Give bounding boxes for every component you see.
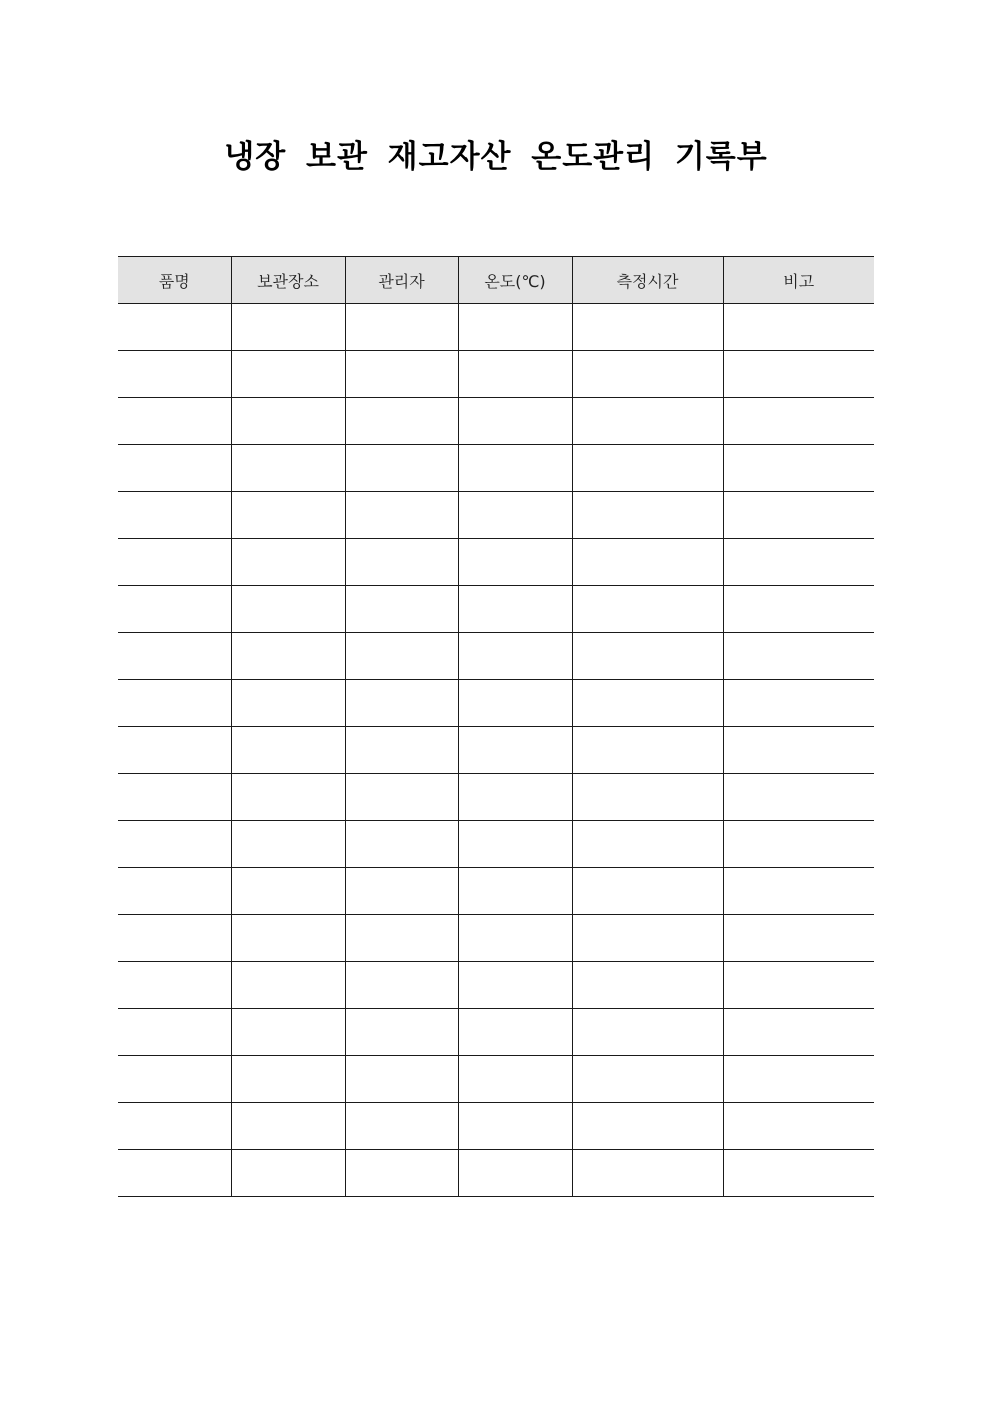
temperature-cell[interactable] xyxy=(458,1103,572,1150)
temperature-cell[interactable] xyxy=(458,868,572,915)
item-name-cell[interactable] xyxy=(118,1009,231,1056)
item-name-cell[interactable] xyxy=(118,1103,231,1150)
table-row xyxy=(118,680,874,727)
remarks-cell[interactable] xyxy=(723,915,874,962)
measurement-time-cell[interactable] xyxy=(572,492,723,539)
manager-cell[interactable] xyxy=(345,398,458,445)
measurement-time-cell[interactable] xyxy=(572,680,723,727)
column-header-manager: 관리자 xyxy=(345,257,458,304)
temperature-cell[interactable] xyxy=(458,821,572,868)
measurement-time-cell[interactable] xyxy=(572,915,723,962)
manager-cell[interactable] xyxy=(345,962,458,1009)
table-row xyxy=(118,304,874,351)
storage-location-cell[interactable] xyxy=(231,351,345,398)
column-header-measurement-time: 측정시간 xyxy=(572,257,723,304)
temperature-cell[interactable] xyxy=(458,680,572,727)
remarks-cell[interactable] xyxy=(723,774,874,821)
table-row xyxy=(118,915,874,962)
temperature-cell[interactable] xyxy=(458,492,572,539)
item-name-cell[interactable] xyxy=(118,821,231,868)
storage-location-cell[interactable] xyxy=(231,1103,345,1150)
table-row xyxy=(118,962,874,1009)
item-name-cell[interactable] xyxy=(118,492,231,539)
item-name-cell[interactable] xyxy=(118,351,231,398)
remarks-cell[interactable] xyxy=(723,680,874,727)
item-name-cell[interactable] xyxy=(118,304,231,351)
column-header-item-name: 품명 xyxy=(118,257,231,304)
remarks-cell[interactable] xyxy=(723,868,874,915)
storage-location-cell[interactable] xyxy=(231,1056,345,1103)
manager-cell[interactable] xyxy=(345,304,458,351)
column-header-temperature: 온도(℃) xyxy=(458,257,572,304)
measurement-time-cell[interactable] xyxy=(572,962,723,1009)
measurement-time-cell[interactable] xyxy=(572,868,723,915)
table-row xyxy=(118,492,874,539)
table-row xyxy=(118,633,874,680)
storage-location-cell[interactable] xyxy=(231,445,345,492)
measurement-time-cell[interactable] xyxy=(572,351,723,398)
table-row xyxy=(118,586,874,633)
storage-location-cell[interactable] xyxy=(231,398,345,445)
storage-location-cell[interactable] xyxy=(231,868,345,915)
table-row xyxy=(118,1009,874,1056)
remarks-cell[interactable] xyxy=(723,539,874,586)
manager-cell[interactable] xyxy=(345,868,458,915)
page-title: 냉장 보관 재고자산 온도관리 기록부 xyxy=(224,139,768,175)
manager-cell[interactable] xyxy=(345,1009,458,1056)
remarks-cell[interactable] xyxy=(723,304,874,351)
temperature-cell[interactable] xyxy=(458,586,572,633)
manager-cell[interactable] xyxy=(345,492,458,539)
item-name-cell[interactable] xyxy=(118,727,231,774)
header-row xyxy=(118,257,874,304)
storage-location-cell[interactable] xyxy=(231,539,345,586)
measurement-time-cell[interactable] xyxy=(572,304,723,351)
table-row xyxy=(118,539,874,586)
temperature-record-table xyxy=(118,256,874,1197)
temperature-cell[interactable] xyxy=(458,539,572,586)
remarks-cell[interactable] xyxy=(723,1103,874,1150)
temperature-cell[interactable] xyxy=(458,633,572,680)
table-row xyxy=(118,868,874,915)
manager-cell[interactable] xyxy=(345,633,458,680)
measurement-time-cell[interactable] xyxy=(572,445,723,492)
remarks-cell[interactable] xyxy=(723,1150,874,1197)
manager-cell[interactable] xyxy=(345,1056,458,1103)
manager-cell[interactable] xyxy=(345,774,458,821)
storage-location-cell[interactable] xyxy=(231,774,345,821)
temperature-cell[interactable] xyxy=(458,915,572,962)
item-name-cell[interactable] xyxy=(118,868,231,915)
measurement-time-cell[interactable] xyxy=(572,1056,723,1103)
measurement-time-cell[interactable] xyxy=(572,586,723,633)
remarks-cell[interactable] xyxy=(723,492,874,539)
remarks-cell[interactable] xyxy=(723,962,874,1009)
remarks-cell[interactable] xyxy=(723,1009,874,1056)
item-name-cell[interactable] xyxy=(118,1150,231,1197)
item-name-cell[interactable] xyxy=(118,1056,231,1103)
item-name-cell[interactable] xyxy=(118,680,231,727)
remarks-cell[interactable] xyxy=(723,445,874,492)
temperature-cell[interactable] xyxy=(458,304,572,351)
manager-cell[interactable] xyxy=(345,680,458,727)
measurement-time-cell[interactable] xyxy=(572,539,723,586)
temperature-cell[interactable] xyxy=(458,1056,572,1103)
remarks-cell[interactable] xyxy=(723,727,874,774)
table-row xyxy=(118,821,874,868)
measurement-time-cell[interactable] xyxy=(572,1103,723,1150)
manager-cell[interactable] xyxy=(345,727,458,774)
column-header-remarks: 비고 xyxy=(723,257,874,304)
temperature-cell[interactable] xyxy=(458,962,572,1009)
storage-location-cell[interactable] xyxy=(231,727,345,774)
table-row xyxy=(118,398,874,445)
manager-cell[interactable] xyxy=(345,445,458,492)
storage-location-cell[interactable] xyxy=(231,304,345,351)
storage-location-cell[interactable] xyxy=(231,962,345,1009)
manager-cell[interactable] xyxy=(345,915,458,962)
temperature-cell[interactable] xyxy=(458,1009,572,1056)
remarks-cell[interactable] xyxy=(723,821,874,868)
table-row xyxy=(118,351,874,398)
table-body xyxy=(118,304,874,1197)
storage-location-cell[interactable] xyxy=(231,492,345,539)
remarks-cell[interactable] xyxy=(723,398,874,445)
remarks-cell[interactable] xyxy=(723,1056,874,1103)
measurement-time-cell[interactable] xyxy=(572,633,723,680)
table-row xyxy=(118,1056,874,1103)
storage-location-cell[interactable] xyxy=(231,633,345,680)
measurement-time-cell[interactable] xyxy=(572,821,723,868)
temperature-cell[interactable] xyxy=(458,445,572,492)
storage-location-cell[interactable] xyxy=(231,586,345,633)
table-row xyxy=(118,1150,874,1197)
item-name-cell[interactable] xyxy=(118,633,231,680)
manager-cell[interactable] xyxy=(345,539,458,586)
remarks-cell[interactable] xyxy=(723,633,874,680)
item-name-cell[interactable] xyxy=(118,962,231,1009)
table-row xyxy=(118,727,874,774)
manager-cell[interactable] xyxy=(345,351,458,398)
item-name-cell[interactable] xyxy=(118,539,231,586)
temperature-cell[interactable] xyxy=(458,774,572,821)
item-name-cell[interactable] xyxy=(118,398,231,445)
measurement-time-cell[interactable] xyxy=(572,727,723,774)
measurement-time-cell[interactable] xyxy=(572,1150,723,1197)
measurement-time-cell[interactable] xyxy=(572,774,723,821)
storage-location-cell[interactable] xyxy=(231,1150,345,1197)
item-name-cell[interactable] xyxy=(118,915,231,962)
temperature-cell[interactable] xyxy=(458,727,572,774)
storage-location-cell[interactable] xyxy=(231,680,345,727)
storage-location-cell[interactable] xyxy=(231,1009,345,1056)
temperature-cell[interactable] xyxy=(458,398,572,445)
remarks-cell[interactable] xyxy=(723,351,874,398)
manager-cell[interactable] xyxy=(345,586,458,633)
temperature-cell[interactable] xyxy=(458,1150,572,1197)
storage-location-cell[interactable] xyxy=(231,821,345,868)
item-name-cell[interactable] xyxy=(118,774,231,821)
item-name-cell[interactable] xyxy=(118,586,231,633)
column-header-storage-location: 보관장소 xyxy=(231,257,345,304)
measurement-time-cell[interactable] xyxy=(572,1009,723,1056)
manager-cell[interactable] xyxy=(345,1150,458,1197)
manager-cell[interactable] xyxy=(345,821,458,868)
table-row xyxy=(118,445,874,492)
measurement-time-cell[interactable] xyxy=(572,398,723,445)
temperature-cell[interactable] xyxy=(458,351,572,398)
manager-cell[interactable] xyxy=(345,1103,458,1150)
remarks-cell[interactable] xyxy=(723,586,874,633)
storage-location-cell[interactable] xyxy=(231,915,345,962)
table-row xyxy=(118,1103,874,1150)
item-name-cell[interactable] xyxy=(118,445,231,492)
table-row xyxy=(118,774,874,821)
